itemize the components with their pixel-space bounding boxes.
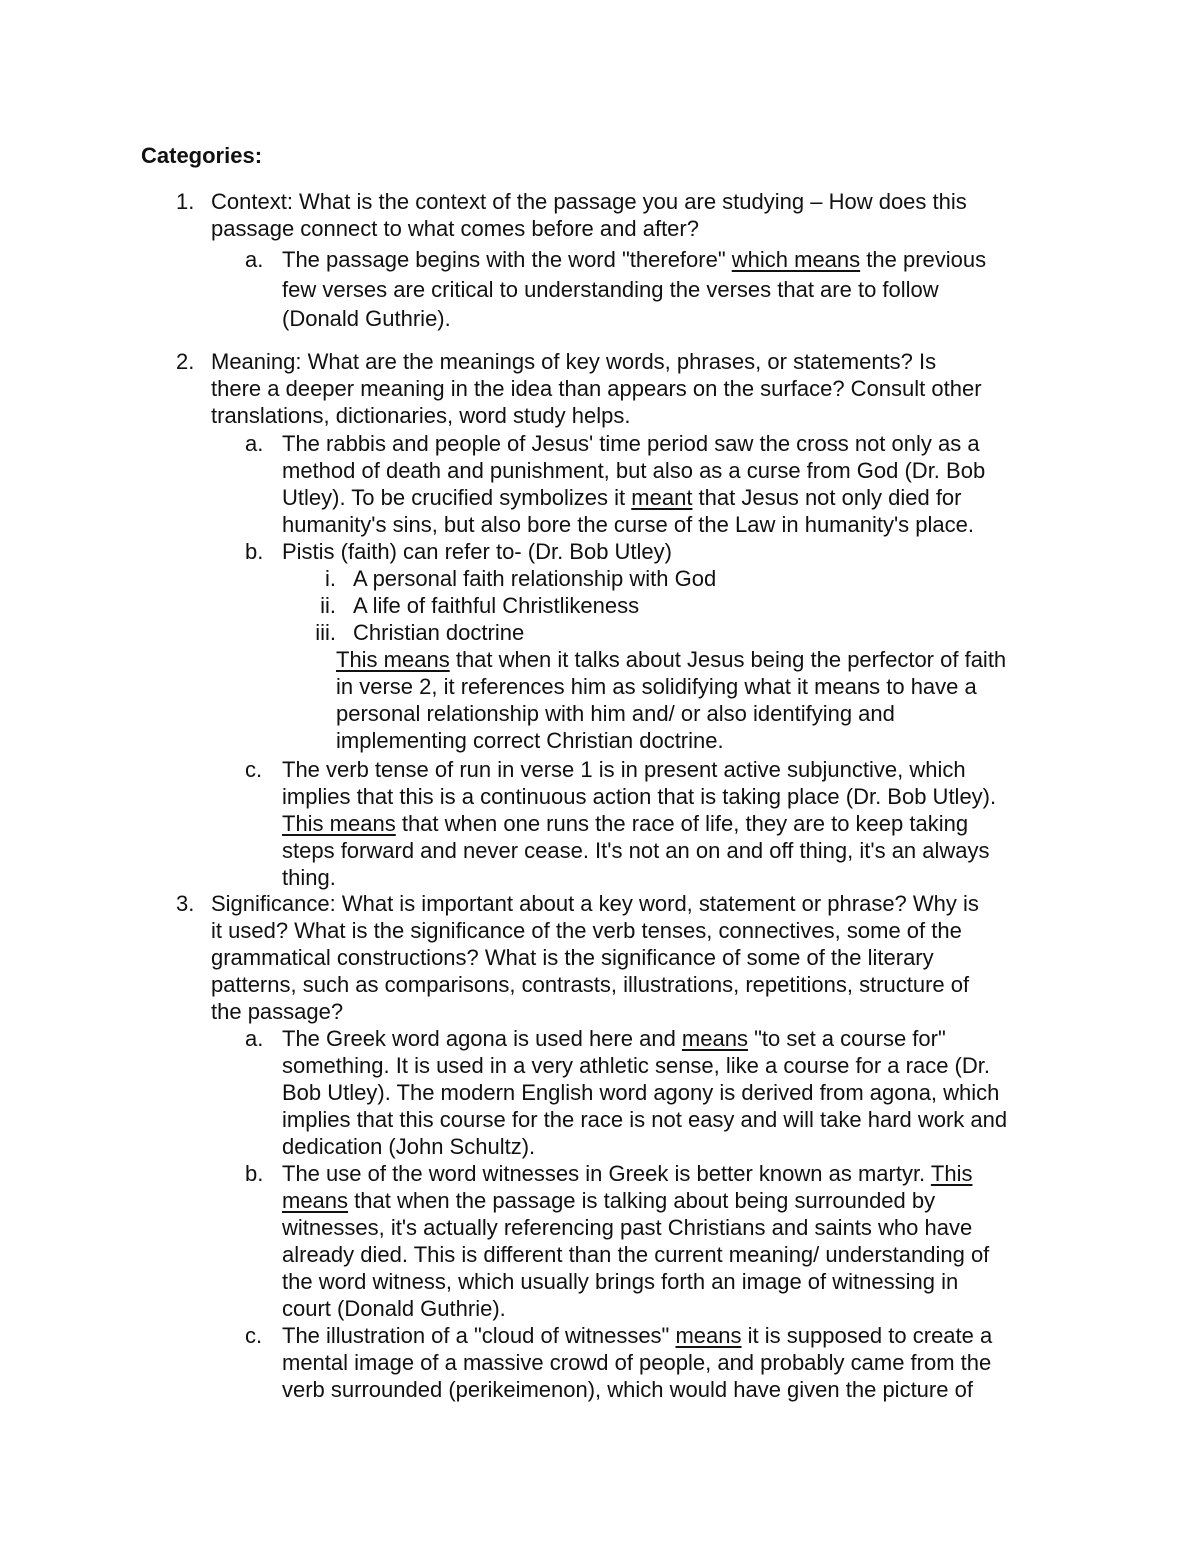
sub-item-letter: b.	[245, 539, 264, 564]
note-line: in verse 2, it references him as solidifying what it means to have a	[336, 674, 977, 699]
sub-item-line: court (Donald Guthrie).	[282, 1296, 506, 1321]
sub-item-line: The rabbis and people of Jesus' time period saw the cross not only as a	[282, 431, 980, 456]
sub-item-line: The use of the word witnesses in Greek is better known as martyr. This	[282, 1161, 973, 1186]
sub-item-line: means that when the passage is talking about being surrounded by	[282, 1188, 936, 1213]
sub-item-line: Pistis (faith) can refer to- (Dr. Bob Utley)	[282, 539, 672, 564]
item-text-line: the passage?	[211, 999, 344, 1024]
underlined-phrase: means	[282, 1188, 349, 1213]
sub-item-line: the word witness, which usually brings forth an image of witnessing in	[282, 1269, 959, 1294]
item-text-line: patterns, such as comparisons, contrasts, illustrations, repetitions, structure of	[211, 972, 970, 997]
sub-item-line: verb surrounded (perikeimenon), which would have given the picture of	[282, 1377, 973, 1402]
item-number: 1.	[176, 189, 195, 214]
roman-item-text: A personal faith relationship with God	[353, 566, 717, 591]
sub-item-line: humanity's sins, but also bore the curse of the Law in humanity's place.	[282, 512, 974, 537]
sub-item-line: method of death and punishment, but also as a curse from God (Dr. Bob	[282, 458, 986, 483]
underlined-phrase: This	[930, 1161, 973, 1186]
sub-item-letter: c.	[245, 757, 263, 782]
underlined-phrase: means	[681, 1026, 748, 1051]
page-heading: Categories:	[141, 143, 263, 168]
sub-item-line: Bob Utley). The modern English word agony is derived from agona, which	[282, 1080, 1000, 1105]
item-text-line: grammatical constructions? What is the significance of some of the literary	[211, 945, 934, 970]
item-text-line: it used? What is the significance of the verb tenses, connectives, some of the	[211, 918, 962, 943]
sub-item-letter: b.	[245, 1161, 264, 1186]
note-line: implementing correct Christian doctrine.	[336, 728, 724, 753]
item-number: 2.	[176, 349, 195, 374]
sub-item-letter: a.	[245, 1026, 264, 1051]
sub-item-line: mental image of a massive crowd of people, and probably came from the	[282, 1350, 992, 1375]
sub-item-line: implies that this is a continuous action that is taking place (Dr. Bob Utley).	[282, 784, 997, 809]
underlined-phrase: means	[675, 1323, 742, 1348]
item-text-line: translations, dictionaries, word study helps.	[211, 403, 631, 428]
item-text-line: there a deeper meaning in the idea than appears on the surface? Consult other	[211, 376, 982, 401]
sub-item-line: This means that when one runs the race of life, they are to keep taking	[282, 811, 969, 836]
item-text-line: Significance: What is important about a key word, statement or phrase? Why is	[211, 891, 979, 916]
roman-numeral: i.	[325, 566, 336, 591]
sub-item-line: dedication (John Schultz).	[282, 1134, 536, 1159]
note-line: personal relationship with him and/ or also identifying and	[336, 701, 895, 726]
roman-numeral: ii.	[320, 593, 336, 618]
roman-item-text: Christian doctrine	[353, 620, 525, 645]
sub-item-line: Utley). To be crucified symbolizes it meant that Jesus not only died for	[282, 485, 962, 510]
underlined-phrase: which means	[731, 247, 861, 272]
underlined-phrase: This means	[336, 647, 450, 672]
sub-item-line: The Greek word agona is used here and means "to set a course for"	[282, 1026, 946, 1051]
sub-item-line: thing.	[282, 865, 336, 890]
item-text-line: Meaning: What are the meanings of key words, phrases, or statements? Is	[211, 349, 937, 374]
sub-item-line: The verb tense of run in verse 1 is in present active subjunctive, which	[282, 757, 966, 782]
note-line: This means that when it talks about Jesus being the perfector of faith	[336, 647, 1007, 672]
item-text-line: passage connect to what comes before and after?	[211, 216, 699, 241]
roman-numeral: iii.	[315, 620, 336, 645]
underlined-phrase: This means	[282, 811, 396, 836]
item-text-line: Context: What is the context of the passage you are studying – How does this	[211, 189, 967, 214]
sub-item-letter: c.	[245, 1323, 263, 1348]
sub-item-line: something. It is used in a very athletic sense, like a course for a race (Dr.	[282, 1053, 990, 1078]
sub-item-line: The passage begins with the word "therefore" which means the previous	[282, 247, 987, 272]
sub-item-line: The illustration of a "cloud of witnesses" means it is supposed to create a	[282, 1323, 993, 1348]
roman-item-text: A life of faithful Christlikeness	[353, 593, 640, 618]
sub-item-line: witnesses, it's actually referencing past Christians and saints who have	[282, 1215, 973, 1240]
sub-item-letter: a.	[245, 431, 264, 456]
sub-item-line: (Donald Guthrie).	[282, 306, 451, 331]
sub-item-line: implies that this course for the race is not easy and will take hard work and	[282, 1107, 1008, 1132]
sub-item-line: few verses are critical to understanding the verses that are to follow	[282, 277, 939, 302]
sub-item-line: already died. This is different than the current meaning/ understanding of	[282, 1242, 990, 1267]
item-number: 3.	[176, 891, 195, 916]
underlined-phrase: meant	[631, 485, 693, 510]
sub-item-line: steps forward and never cease. It's not an on and off thing, it's an always	[282, 838, 990, 863]
sub-item-letter: a.	[245, 247, 264, 272]
